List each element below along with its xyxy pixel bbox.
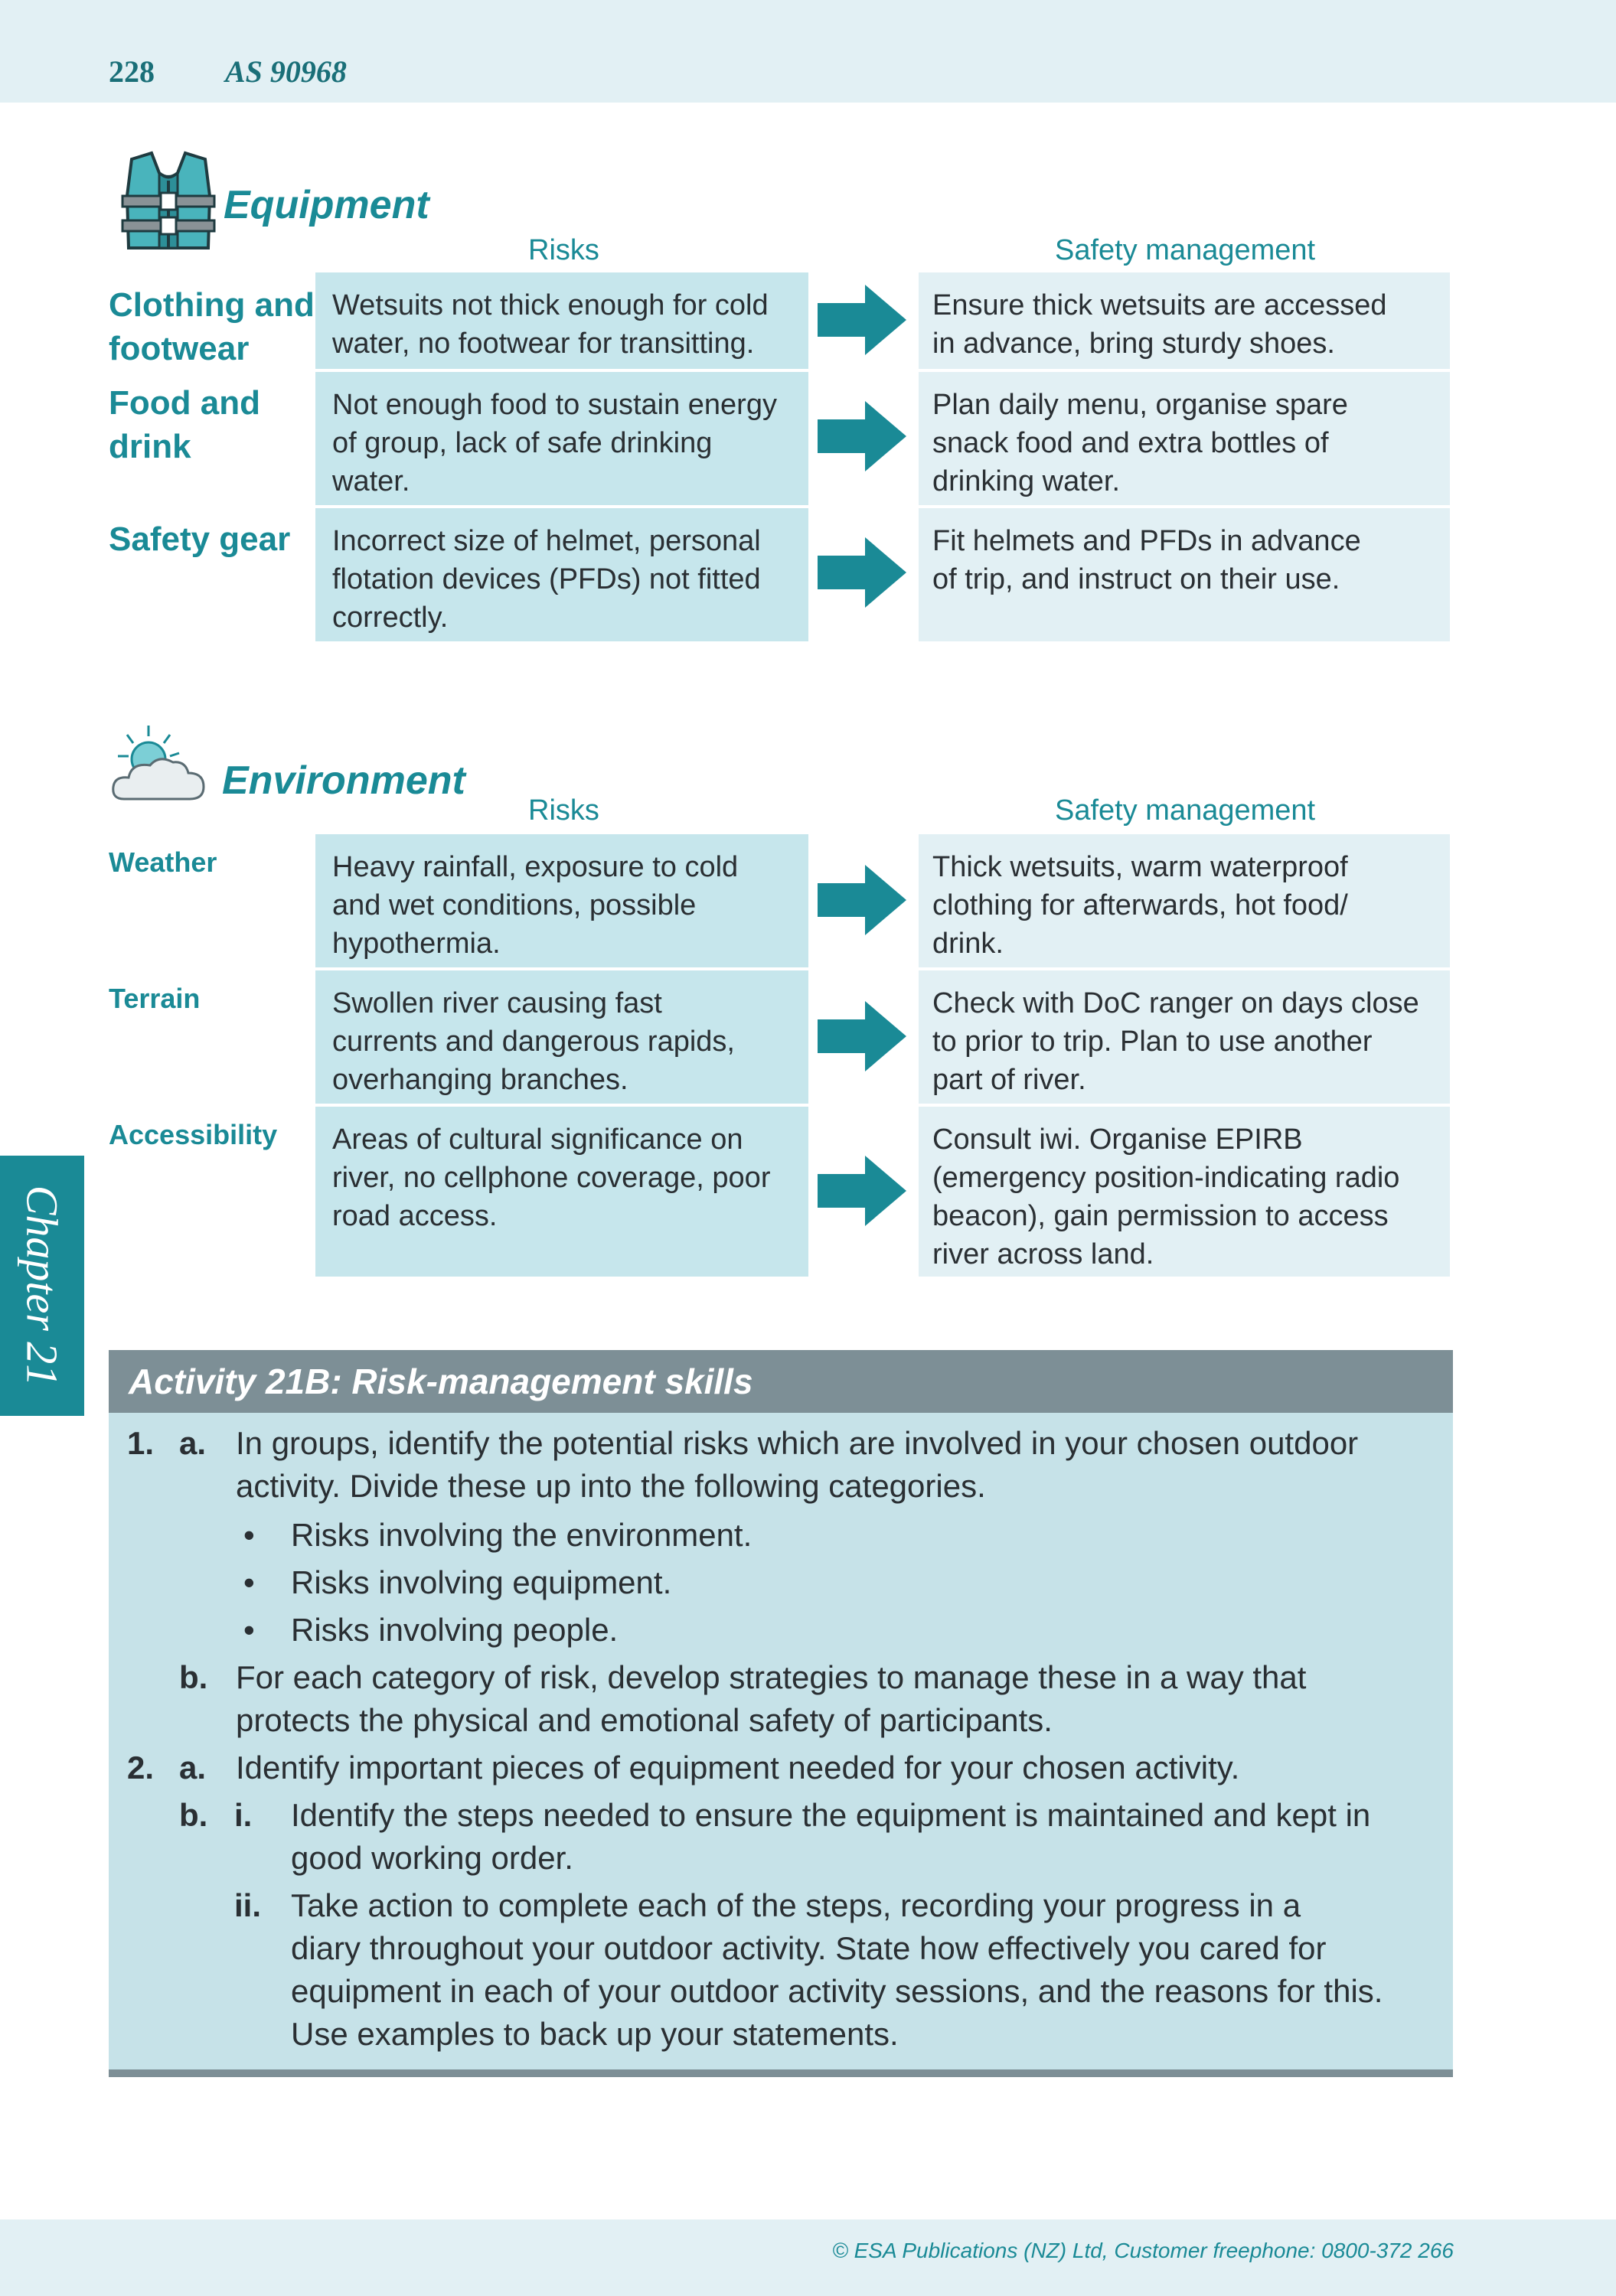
row-label-accessibility: Accessibility (109, 1119, 278, 1150)
arrow-icon (818, 537, 906, 608)
safety-cell-clothing: Ensure thick wetsuits are accessed in advance, bring sturdy shoes. (919, 272, 1450, 369)
question-text: In groups, identify the potential risks which are involved in your chosen outdoor (236, 1425, 1359, 1461)
question-text: For each category of risk, develop strategies to manage these in a way that (236, 1659, 1307, 1695)
question-text: equipment in each of your outdoor activity sessions, and the reasons for this. (291, 1973, 1383, 2009)
question-text: Take action to complete each of the steps, recording your progress in a (291, 1887, 1301, 1923)
bullet-item: Risks involving equipment. (291, 1564, 672, 1600)
question-letter: a. (179, 1750, 207, 1786)
question-roman: i. (234, 1797, 253, 1833)
footer-copyright: © ESA Publications (NZ) Ltd, Customer freephone: 0800-372 266 (832, 2239, 1454, 2262)
sun-cloud-icon (109, 722, 208, 807)
risk-cell-terrain: Swollen river causing fast currents and dangerous rapids, overhanging branches. (315, 970, 808, 1104)
bullet-icon: • (243, 1612, 255, 1648)
activity-title: Activity 21B: Risk-management skills (129, 1362, 753, 1401)
row-label-food: Food and drink (109, 384, 260, 466)
equipment-risks-heading: Risks (528, 234, 599, 266)
standard-code: AS 90968 (225, 54, 347, 89)
row-label-clothing: Clothing and footwear (109, 286, 315, 368)
activity-header (109, 1350, 1453, 1413)
arrow-icon (818, 1156, 906, 1226)
environment-safety-heading: Safety management (1055, 794, 1316, 827)
safety-cell-food: Plan daily menu, organise spare snack food and extra bottles of drinking water. (919, 372, 1450, 505)
safety-cell-safety-gear: Fit helmets and PFDs in advance of trip, and instruct on their use. (919, 508, 1450, 641)
question-text: diary throughout your outdoor activity. State how effectively you cared for (291, 1930, 1327, 1966)
safety-cell-terrain: Check with DoC ranger on days close to prior to trip. Plan to use another part of river. (919, 970, 1450, 1104)
activity-box (109, 1350, 1453, 2077)
page-number: 228 (109, 54, 155, 89)
environment-risks-heading: Risks (528, 794, 599, 827)
risk-cell-accessibility: Areas of cultural significance on river, no cellphone coverage, poor road access. (315, 1107, 808, 1277)
risk-cell-weather: Heavy rainfall, exposure to cold and wet conditions, possible hypothermia. (315, 834, 808, 967)
safety-cell-accessibility: Consult iwi. Organise EPIRB (emergency position-indicating radio beacon), gain permission to access river across land. (919, 1107, 1450, 1277)
equipment-safety-heading: Safety management (1055, 234, 1316, 266)
risk-cell-safety-gear: Incorrect size of helmet, personal flotation devices (PFDs) not fitted correctly. (315, 508, 808, 641)
question-text: Identify important pieces of equipment needed for your chosen activity. (236, 1750, 1240, 1786)
question-number: 2. (127, 1750, 155, 1786)
safety-cell-weather: Thick wetsuits, warm waterproof clothing for afterwards, hot food/ drink. (919, 834, 1450, 967)
risk-cell-food: Not enough food to sustain energy of group, lack of safe drinking water. (315, 372, 808, 505)
question-letter: b. (179, 1797, 208, 1833)
row-label-terrain: Terrain (109, 983, 201, 1014)
question-letter: b. (179, 1659, 208, 1695)
question-text: Identify the steps needed to ensure the equipment is maintained and kept in (291, 1797, 1371, 1833)
life-jacket-icon (115, 150, 222, 254)
environment-title: Environment (222, 758, 465, 803)
arrow-icon (818, 285, 906, 355)
question-text: good working order. (291, 1840, 573, 1876)
arrow-icon (818, 1001, 906, 1071)
bullet-item: Risks involving people. (291, 1612, 619, 1648)
arrow-icon (818, 401, 906, 471)
question-text: activity. Divide these up into the following categories. (236, 1468, 986, 1504)
equipment-title: Equipment (224, 183, 429, 227)
question-roman: ii. (234, 1887, 262, 1923)
question-letter: a. (179, 1425, 207, 1461)
arrow-icon (818, 865, 906, 935)
row-label-safety-gear: Safety gear (109, 520, 291, 558)
question-text: protects the physical and emotional safety of participants. (236, 1702, 1053, 1738)
bullet-icon: • (243, 1564, 255, 1600)
question-text: Use examples to back up your statements. (291, 2016, 899, 2052)
risk-cell-clothing: Wetsuits not thick enough for cold water, no footwear for transitting. (315, 272, 808, 369)
row-label-weather: Weather (109, 846, 217, 878)
bullet-icon: • (243, 1517, 255, 1553)
bullet-item: Risks involving the environment. (291, 1517, 753, 1553)
question-number: 1. (127, 1425, 155, 1461)
chapter-tab-label: Chapter 21 (17, 1185, 67, 1387)
